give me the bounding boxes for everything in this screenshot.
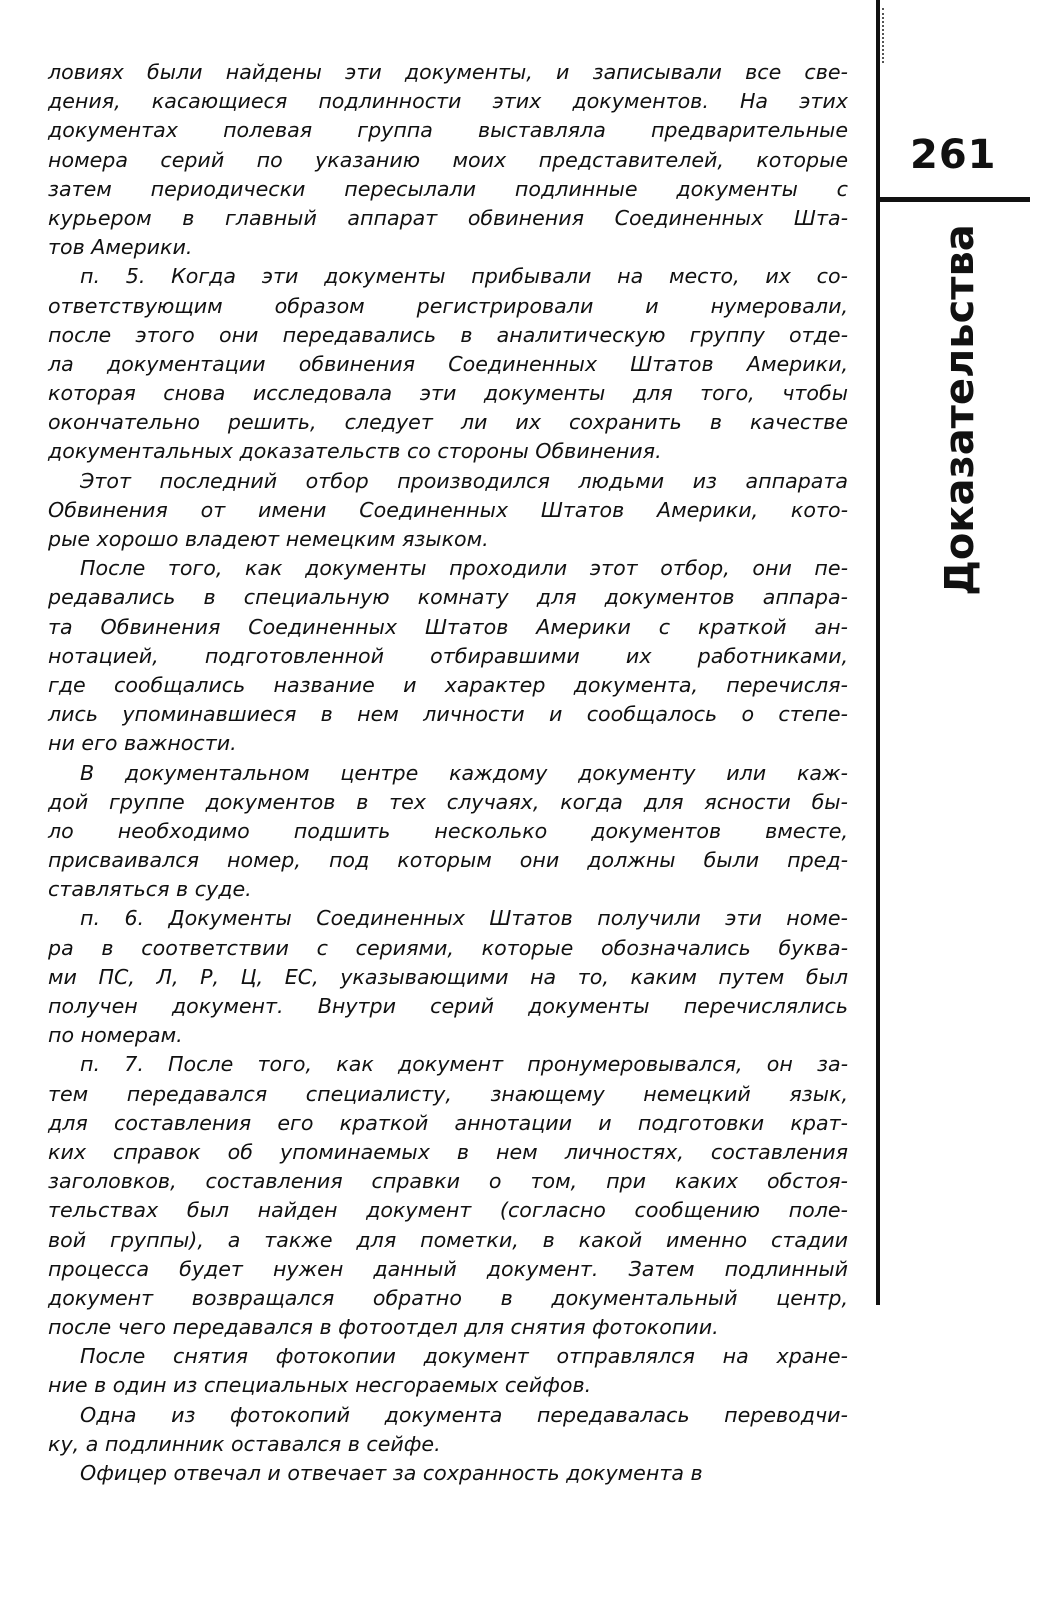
- text-line: где сообщались название и характер документа, перечисля-: [48, 672, 848, 697]
- text-line: редавались в специальную комнату для документов аппара-: [48, 585, 848, 610]
- text-line: После того, как документы проходили этот отбор, они пе-: [80, 556, 848, 581]
- paragraph: [48, 1342, 848, 1400]
- text-line: нотацией, подготовленной отбиравшими их работниками,: [48, 643, 848, 668]
- running-head: Доказательства: [937, 224, 983, 596]
- paragraph: [48, 1459, 848, 1488]
- text-line: ло необходимо подшить несколько документов вместе,: [48, 818, 848, 843]
- text-line: которая снова исследовала эти документы для того, чтобы: [48, 381, 848, 406]
- text-line: та Обвинения Соединенных Штатов Америки с краткой ан-: [48, 614, 848, 639]
- text-line: ра в соответствии с сериями, которые обозначались буква-: [48, 935, 848, 960]
- text-line: Офицер отвечал и отвечает за сохранность документа в: [80, 1461, 703, 1485]
- paragraph: [48, 554, 848, 758]
- page-number-rule: [880, 197, 1030, 202]
- text-line: ких справок об упоминаемых в нем личностях, составления: [48, 1139, 848, 1164]
- text-line: ми ПС, Л, Р, Ц, ЕС, указывающими на то, каким путем был: [48, 964, 848, 989]
- text-line: ние в один из специальных несгораемых сейфов.: [48, 1373, 592, 1398]
- paragraph: [48, 58, 848, 262]
- text-line: процесса будет нужен данный документ. Затем подлинный: [48, 1256, 848, 1281]
- page-number: 261: [910, 132, 997, 178]
- text-line: тельствах был найден документ (согласно сообщению поле-: [48, 1198, 848, 1223]
- text-line: Обвинения от имени Соединенных Штатов Америки, кото-: [48, 497, 848, 522]
- text-line: дения, касающиеся подлинности этих документов. На этих: [48, 89, 848, 114]
- text-line: курьером в главный аппарат обвинения Соединенных Шта-: [48, 205, 848, 230]
- paragraph: [48, 467, 848, 555]
- text-line: ла документации обвинения Соединенных Штатов Америки,: [48, 351, 848, 376]
- text-line: рые хорошо владеют немецким языком.: [48, 527, 489, 551]
- rule-ticks: [882, 8, 886, 63]
- paragraph: [48, 1050, 848, 1342]
- paragraph: [48, 262, 848, 466]
- text-line: после этого они передавались в аналитическую группу отде-: [48, 322, 848, 347]
- text-line: ловиях были найдены эти документы, и записывали все све-: [48, 60, 848, 84]
- text-line: После снятия фотокопии документ отправлялся на хране-: [80, 1344, 848, 1369]
- text-line: ставляться в суде.: [48, 877, 252, 902]
- text-line: п. 5. Когда эти документы прибывали на место, их со-: [80, 264, 848, 289]
- text-line: Этот последний отбор производился людьми из аппарата: [80, 468, 848, 493]
- text-line: лись упоминавшиеся в нем личности и сообщалось о степе-: [48, 702, 848, 727]
- text-line: п. 7. После того, как документ пронумеровывался, он за-: [80, 1052, 848, 1077]
- text-line: документ возвращался обратно в документальный центр,: [48, 1285, 848, 1310]
- text-line: документальных доказательств со стороны Обвинения.: [48, 439, 662, 464]
- paragraph: [48, 904, 848, 1050]
- text-line: по номерам.: [48, 1023, 183, 1048]
- text-line: тов Америки.: [48, 235, 193, 260]
- body-text: [48, 58, 848, 1488]
- text-line: документах полевая группа выставляла предварительные: [48, 118, 848, 143]
- text-line: ни его важности.: [48, 731, 237, 756]
- text-line: п. 6. Документы Соединенных Штатов получили эти номе-: [80, 906, 848, 931]
- vertical-rule: [876, 0, 880, 1305]
- paragraph: [48, 1401, 848, 1459]
- text-line: после чего передавался в фотоотдел для снятия фотокопии.: [48, 1315, 719, 1340]
- text-line: вой группы), а также для пометки, в какой именно стадии: [48, 1227, 848, 1252]
- text-line: затем периодически пересылали подлинные документы с: [48, 176, 848, 201]
- paragraph: [48, 759, 848, 905]
- text-line: окончательно решить, следует ли их сохранить в качестве: [48, 410, 848, 435]
- text-line: получен документ. Внутри серий документы перечислялись: [48, 994, 848, 1018]
- text-line: присваивался номер, под которым они должны были пред-: [48, 848, 848, 873]
- text-line: тем передавался специалисту, знающему немецкий язык,: [48, 1081, 848, 1106]
- text-line: В документальном центре каждому документу или каж-: [80, 760, 848, 785]
- text-line: заголовков, составления справки о том, при каких обстоя-: [48, 1169, 848, 1194]
- text-line: для составления его краткой аннотации и подготовки крат-: [48, 1110, 848, 1135]
- text-line: дой группе документов в тех случаях, когда для ясности бы-: [48, 789, 848, 814]
- text-line: Одна из фотокопий документа передавалась переводчи-: [80, 1402, 848, 1427]
- text-line: ответствующим образом регистрировали и нумеровали,: [48, 293, 848, 318]
- text-line: ку, а подлинник оставался в сейфе.: [48, 1431, 441, 1456]
- text-line: номера серий по указанию моих представителей, которые: [48, 147, 848, 172]
